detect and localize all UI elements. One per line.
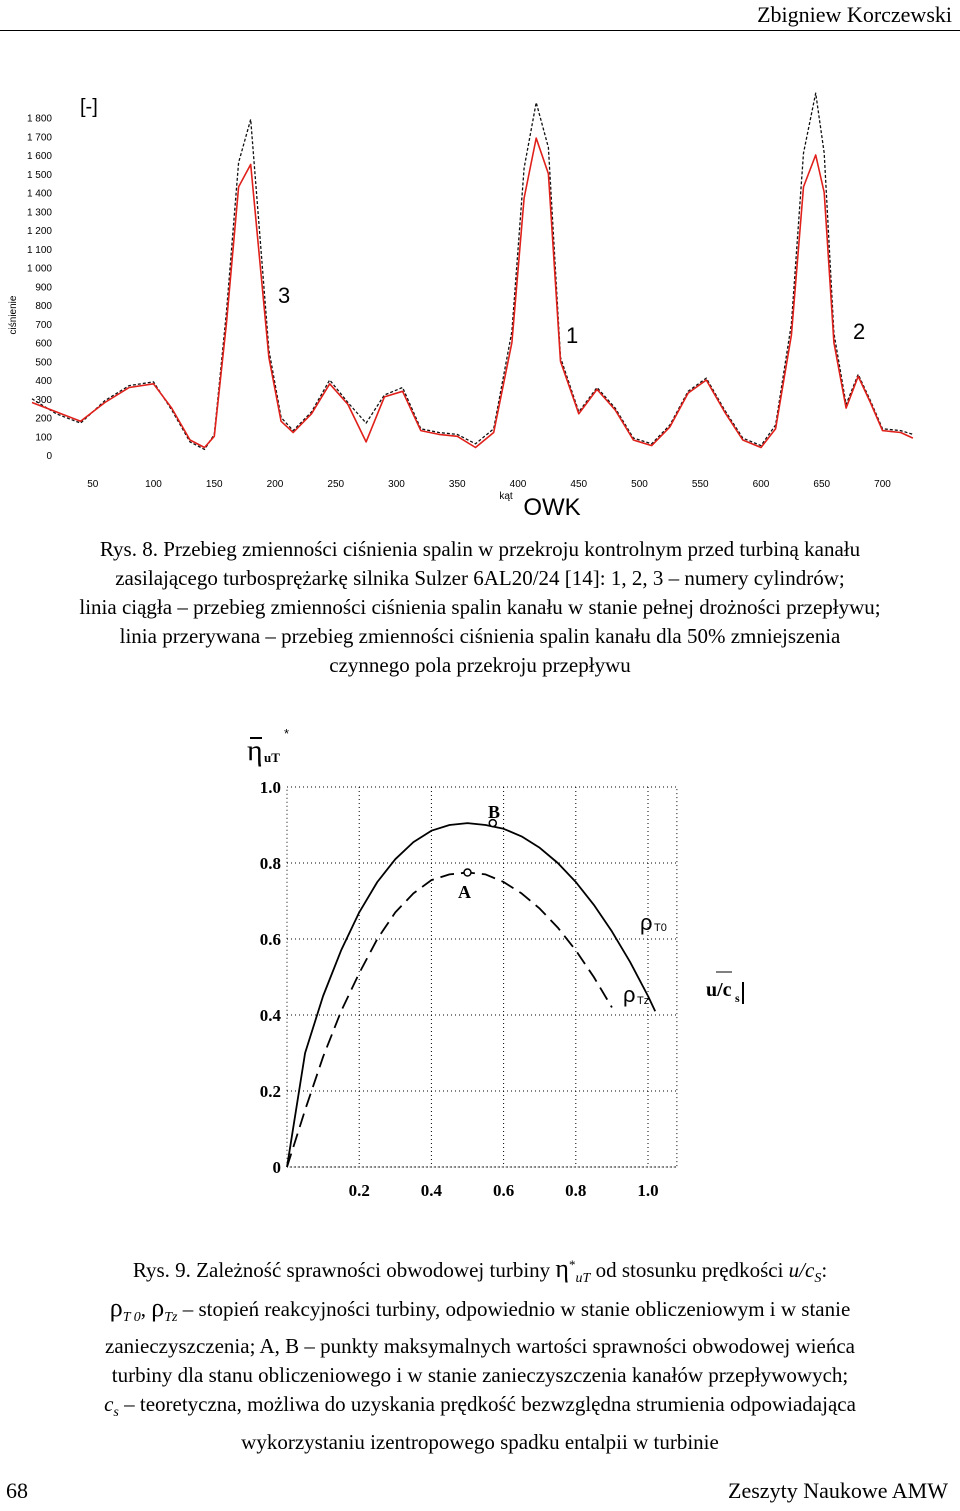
- y-tick-label: 1 100: [26, 244, 52, 256]
- curve-label-3: 3: [278, 283, 291, 308]
- curve-label-2: 2: [853, 319, 866, 344]
- ratio-sub: S: [814, 1271, 822, 1287]
- cs-sub: s: [113, 1405, 119, 1421]
- y-tick-label: 1.0: [259, 778, 281, 797]
- x-axis-label-sub: s: [735, 991, 740, 1005]
- eta-star: *: [569, 1257, 576, 1272]
- caption-line-2: [20, 1293, 940, 1332]
- grid-frame: [287, 787, 677, 1167]
- rho-tz-sub: Tz: [637, 995, 650, 1007]
- x-tick-label: 500: [631, 479, 648, 490]
- x-tick-label: 550: [691, 479, 709, 490]
- caption-line-4: turbiny dla stanu obliczeniowego i w stanie zanieczyszczenia kanałów przepływowych;: [111, 1363, 849, 1388]
- page-number: 68: [6, 1478, 28, 1503]
- rho-symbol: ρ: [109, 1293, 123, 1323]
- rho-sub-2: Tz: [164, 1310, 178, 1326]
- y-tick-label: 300: [35, 394, 52, 406]
- y-tick-label: 100: [35, 432, 52, 444]
- x-tick-label: 50: [87, 479, 99, 490]
- caption-text: od stosunku prędkości: [590, 1258, 789, 1282]
- rho-sub-1: T 0: [122, 1310, 141, 1326]
- max-point-A: [464, 869, 471, 876]
- x-tick-label: 450: [570, 479, 588, 490]
- y-axis-label-star: *: [284, 726, 290, 741]
- x-tick-label: 0.6: [492, 1181, 515, 1200]
- x-tick-label: 300: [388, 479, 405, 490]
- point-label-A: A: [458, 882, 471, 902]
- caption-line: czynnego pola przekroju przepływu: [329, 653, 631, 677]
- x-tick-labels: [87, 479, 891, 490]
- y-tick-label: 1 600: [26, 151, 52, 162]
- x-tick-label: 350: [448, 479, 466, 490]
- journal-name: Zeszyty Naukowe AMW: [728, 1478, 948, 1503]
- caption-line: linia przerywana – przebieg zmienności ciśnienia spalin kanału dla 50% zmniejszenia: [119, 624, 841, 648]
- y-axis-label-eta: η: [247, 734, 263, 767]
- caption-line: linia ciągła – przebieg zmienności ciśnienia spalin kanału w stanie pełnej drożności przepływu;: [79, 595, 881, 619]
- curve-label-1: 1: [566, 323, 579, 348]
- y-axis-label: ciśnienie: [8, 295, 19, 335]
- caption-line: Rys. 8. Przebieg zmienności ciśnienia spalin w przekroju kontrolnym przed turbiną kanału: [99, 537, 861, 561]
- header-rule: [0, 30, 960, 31]
- eta-sub: uT: [575, 1271, 591, 1287]
- rho-tz-symbol: ρ: [623, 982, 636, 1007]
- y-tick-label: 1 000: [26, 263, 52, 275]
- figure-8-pressure-chart: [0, 85, 960, 525]
- x-axis-label-main: u/c: [706, 979, 732, 1001]
- caption-line-3: zanieczyszczenia; A, B – punkty maksymalnych wartości sprawności obwodowej wieńca: [105, 1334, 855, 1359]
- y-tick-label: 200: [35, 413, 52, 425]
- y-tick-label: 0.6: [259, 930, 281, 949]
- x-tick-label: 150: [205, 479, 223, 490]
- y-tick-label: 1 800: [26, 113, 52, 125]
- grid-box: [287, 787, 677, 1167]
- y-tick-label: 0.8: [259, 854, 281, 873]
- y-tick-label: 1 400: [26, 188, 52, 200]
- y-tick-label: 600: [35, 338, 52, 350]
- rho-symbol: ρ: [151, 1293, 165, 1323]
- y-tick-label: 0: [272, 1158, 281, 1177]
- x-tick-label: 600: [752, 479, 770, 490]
- x-tick-label: 400: [509, 479, 527, 490]
- y-tick-label: 0.2: [259, 1082, 281, 1101]
- x-tick-label: 0.2: [348, 1181, 370, 1200]
- caption-text: Rys. 9. Zależność sprawności obwodowej turbiny: [132, 1258, 556, 1282]
- unit-label: [-]: [80, 96, 98, 118]
- figure-9-caption: [20, 1250, 940, 1457]
- y-tick-label: 400: [35, 376, 52, 387]
- x-tick-label: 650: [813, 479, 831, 490]
- y-tick-label: 800: [35, 301, 52, 312]
- y-tick-label: 0: [46, 451, 52, 462]
- y-axis-label-sub: uT: [264, 750, 280, 765]
- cs-symbol: c: [104, 1392, 114, 1417]
- series-line-solid: [32, 138, 913, 447]
- y-tick-label: 1 300: [26, 207, 52, 219]
- comma: ,: [140, 1297, 152, 1322]
- x-tick-label: 100: [145, 479, 162, 490]
- running-header-author: Zbigniew Korczewski: [757, 2, 952, 27]
- point-label-B: B: [488, 802, 501, 822]
- figure-9-efficiency-chart: [0, 720, 960, 1220]
- y-tick-label: 700: [35, 319, 52, 331]
- y-tick-label: 1 500: [26, 169, 52, 181]
- caption-line: zasilającego turbosprężarkę silnika Sulzer 6AL20/24 [14]: 1, 2, 3 – numery cylindrów;: [115, 566, 845, 590]
- x-tick-label: 0.4: [420, 1181, 443, 1200]
- ratio-symbol: u/c: [788, 1258, 815, 1282]
- x-tick-label: 1.0: [637, 1181, 659, 1200]
- series-line-rho-tz: [287, 873, 612, 1168]
- x-tick-labels: [349, 1181, 659, 1200]
- x-tick-label: 250: [327, 479, 345, 490]
- caption-line-1: [20, 1250, 940, 1293]
- series-lines: [32, 93, 913, 449]
- caption-text: :: [821, 1258, 828, 1282]
- y-tick-label: 500: [35, 357, 52, 369]
- y-tick-label: 1 700: [26, 132, 52, 144]
- x-tick-label: 700: [874, 479, 891, 490]
- caption-line-6: wykorzystaniu izentropowego spadku entalpii w turbinie: [241, 1429, 719, 1454]
- figure-8-caption: [10, 535, 950, 680]
- rho-t0-sub: T0: [654, 922, 667, 934]
- caption-text: – teoretyczna, możliwa do uzyskania prędkość bezwzględna strumienia odpowiadająca: [118, 1392, 856, 1417]
- caption-line-5: [20, 1390, 940, 1427]
- eta-symbol: η: [555, 1254, 570, 1283]
- y-tick-label: 0.4: [259, 1006, 281, 1025]
- y-tick-label: 900: [35, 282, 52, 294]
- x-tick-label: 200: [266, 479, 284, 490]
- y-tick-labels: [260, 778, 282, 1177]
- max-points: [464, 820, 496, 876]
- x-axis-label-owk: OWK: [523, 494, 581, 521]
- x-tick-label: 0.8: [565, 1181, 587, 1200]
- rho-t0-symbol: ρ: [640, 910, 653, 935]
- caption-text: – stopień reakcyjności turbiny, odpowiednio w stanie obliczeniowym i w stanie: [177, 1297, 851, 1322]
- y-tick-label: 1 200: [26, 226, 52, 237]
- x-axis-label: kąt: [499, 491, 513, 502]
